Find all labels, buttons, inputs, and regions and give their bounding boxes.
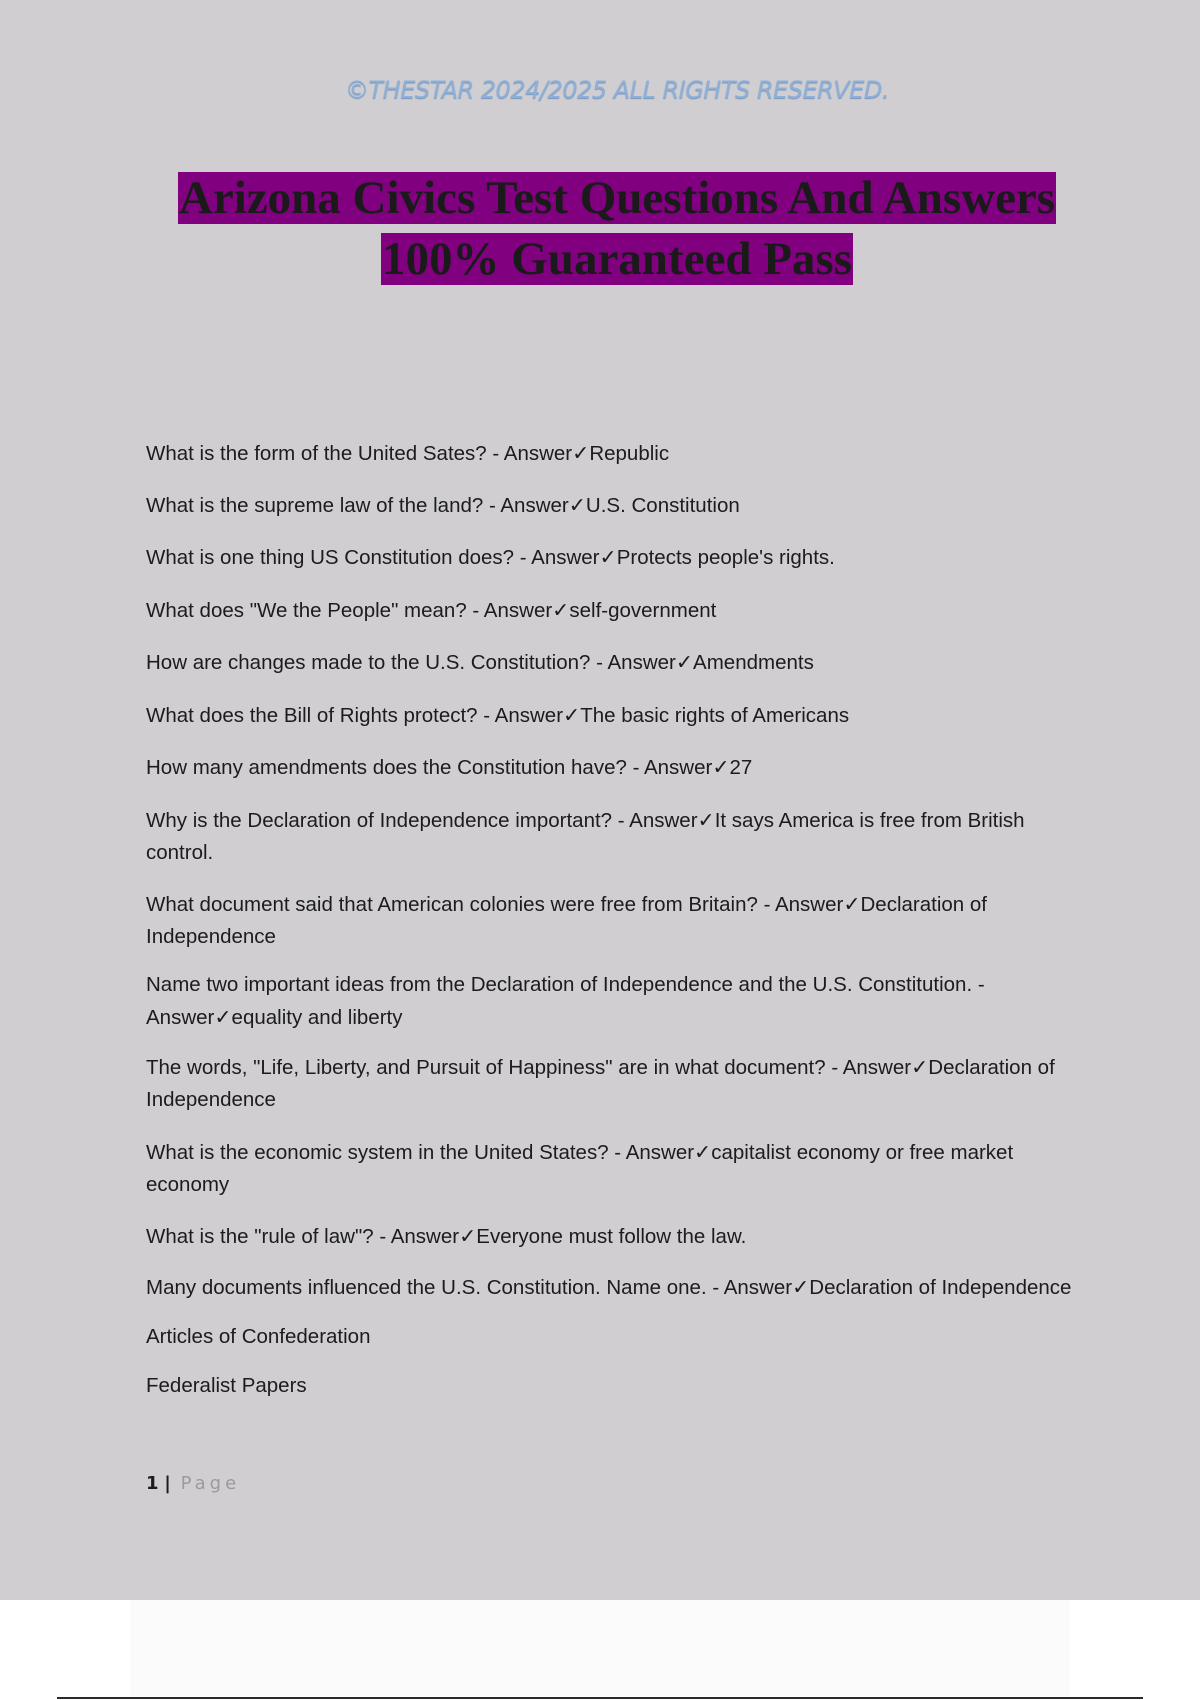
page-label: Page [180, 1473, 241, 1494]
qa-item [146, 1271, 1076, 1304]
page-title [0, 168, 1200, 290]
qa-list [146, 437, 1076, 1402]
check-mark-icon: ✓ [572, 441, 590, 465]
qa-item [146, 437, 1076, 470]
answer-text: Declaration of Independence [146, 893, 987, 948]
check-mark-icon: ✓ [694, 1140, 712, 1164]
qa-item [146, 1136, 1076, 1201]
question-text: What is the "rule of law"? - Answer [146, 1225, 460, 1248]
check-mark-icon: ✓ [792, 1275, 810, 1299]
qa-item [146, 1220, 1076, 1253]
question-text: How many amendments does the Constitution have? - Answer [146, 756, 713, 779]
check-mark-icon: ✓ [697, 808, 715, 832]
question-text: The words, "Life, Liberty, and Pursuit of Happiness" are in what document? - Answer [146, 1056, 912, 1079]
answer-text: Protects people's rights. [616, 546, 835, 569]
check-mark-icon: ✓ [599, 545, 617, 569]
answer-text: U.S. Constitution [585, 494, 740, 517]
check-mark-icon: ✓ [459, 1224, 477, 1248]
qa-item [146, 969, 1076, 1034]
question-text: Name two important ideas from the Declaration of Independence and the U.S. Constitution. - Answer [146, 973, 985, 1029]
question-text: What is one thing US Constitution does? - Answer [146, 546, 600, 569]
question-text: What document said that American colonies were free from Britain? - Answer [146, 893, 844, 916]
answer-text: self-government [569, 599, 717, 622]
qa-item [146, 751, 1076, 784]
answer-text: The basic rights of Americans [580, 704, 850, 727]
check-mark-icon: ✓ [214, 1005, 232, 1029]
answer-text: Amendments [693, 651, 814, 674]
answer-text: Republic [589, 442, 670, 465]
check-mark-icon: ✓ [552, 598, 570, 622]
answer-text: It says America is free from British control. [146, 809, 1025, 864]
check-mark-icon: ✓ [568, 493, 586, 517]
question-text: What is the form of the United Sates? - Answer [146, 442, 573, 465]
qa-item [146, 1051, 1076, 1116]
page-separator: | [164, 1473, 171, 1494]
qa-item [146, 594, 1076, 627]
check-mark-icon: ✓ [675, 650, 694, 674]
extra-answer-item: Articles of Confederation [146, 1325, 371, 1348]
question-text: What is the economic system in the United States? - Answer [146, 1141, 695, 1164]
page-number: 1 [146, 1473, 159, 1494]
check-mark-icon: ✓ [911, 1055, 929, 1079]
question-text: Many documents influenced the U.S. Constitution. Name one. - Answer [146, 1276, 793, 1299]
qa-item [146, 646, 1076, 679]
question-text: What does "We the People" mean? - Answer [146, 599, 553, 622]
answer-text: Declaration of Independence [146, 1056, 1055, 1111]
check-mark-icon: ✓ [563, 703, 581, 727]
question-text: Why is the Declaration of Independence important? - Answer [146, 809, 698, 832]
qa-item [146, 888, 1076, 953]
answer-text: Everyone must follow the law. [476, 1225, 747, 1248]
answer-text: equality and liberty [231, 1006, 403, 1029]
qa-item [146, 541, 1076, 574]
qa-item [146, 804, 1076, 869]
answer-text: 27 [729, 756, 753, 779]
answer-text: capitalist economy or free market economy [146, 1141, 1014, 1196]
question-text: What does the Bill of Rights protect? - Answer [146, 704, 564, 727]
title-line-1: Arizona Civics Test Questions And Answers [178, 172, 1056, 224]
check-mark-icon: ✓ [843, 892, 861, 916]
title-line-2: 100% Guaranteed Pass [382, 233, 852, 285]
extra-answer-item: Federalist Papers [146, 1374, 307, 1397]
page-footer [146, 1473, 240, 1494]
answer-text: Declaration of Independence [809, 1276, 1072, 1299]
copyright-watermark: ©THESTAR 2024/2025 ALL RIGHTS RESERVED. [345, 76, 889, 104]
question-text: How are changes made to the U.S. Constitution? - Answer [146, 651, 676, 674]
qa-item [146, 489, 1076, 522]
bottom-divider [57, 1697, 1143, 1699]
qa-item [146, 699, 1076, 732]
check-mark-icon: ✓ [712, 755, 730, 779]
page-gap-strip [130, 1600, 1070, 1696]
question-text: What is the supreme law of the land? - Answer [146, 494, 569, 517]
